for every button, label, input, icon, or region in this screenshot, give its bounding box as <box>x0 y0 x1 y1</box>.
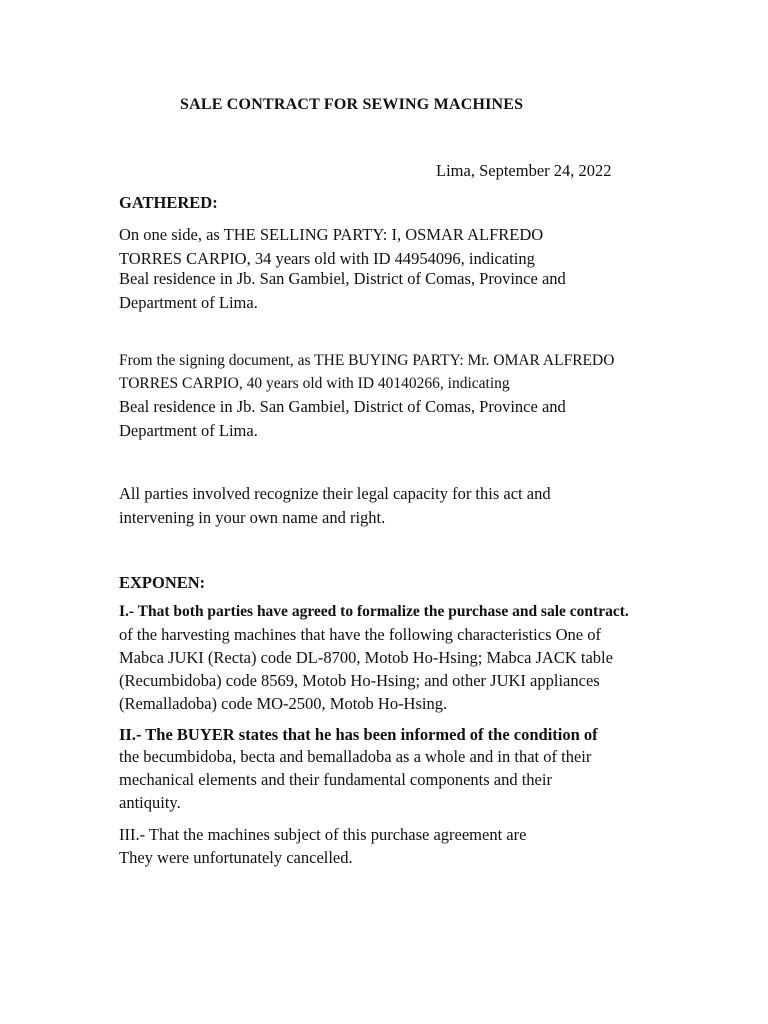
clause-3-line-2: They were unfortunately cancelled. <box>119 848 353 867</box>
gathered-heading: GATHERED: <box>119 193 218 212</box>
seller-line-2: TORRES CARPIO, 34 years old with ID 44954096, indicating <box>119 249 535 268</box>
clause-3-line-1: III.- That the machines subject of this purchase agreement are <box>119 825 527 844</box>
exponen-heading: EXPONEN: <box>119 573 206 592</box>
clause-2-line-1: the becumbidoba, becta and bemalladoba as a whole and in that of their <box>119 747 592 766</box>
clause-2-line-3: antiquity. <box>119 793 181 812</box>
clause-1-line-4: (Remalladoba) code MO-2500, Motob Ho-Hsing. <box>119 694 448 713</box>
date-line: Lima, September 24, 2022 <box>436 161 612 180</box>
seller-line-3: Beal residence in Jb. San Gambiel, District of Comas, Province and <box>119 269 566 288</box>
clause-1-line-1: of the harvesting machines that have the following characteristics One of <box>119 625 601 644</box>
seller-line-4: Department of Lima. <box>119 293 258 312</box>
document-title: SALE CONTRACT FOR SEWING MACHINES <box>180 96 524 113</box>
buyer-line-2: TORRES CARPIO, 40 years old with ID 40140266, indicating <box>119 375 510 392</box>
clause-1-heading: I.- That both parties have agreed to formalize the purchase and sale contract. <box>119 603 629 620</box>
clause-2-line-2: mechanical elements and their fundamental components and their <box>119 770 552 789</box>
clause-2-heading: II.- The BUYER states that he has been informed of the condition of <box>119 725 598 744</box>
seller-line-1: On one side, as THE SELLING PARTY: I, OSMAR ALFREDO <box>119 225 544 244</box>
capacity-line-1: All parties involved recognize their legal capacity for this act and <box>119 484 551 503</box>
clause-1-line-2: Mabca JUKI (Recta) code DL-8700, Motob Ho-Hsing; Mabca JACK table <box>119 648 613 667</box>
capacity-line-2: intervening in your own name and right. <box>119 508 386 527</box>
buyer-line-3: Beal residence in Jb. San Gambiel, District of Comas, Province and <box>119 397 566 416</box>
buyer-line-1: From the signing document, as THE BUYING PARTY: Mr. OMAR ALFREDO <box>119 352 615 369</box>
clause-1-line-3: (Recumbidoba) code 8569, Motob Ho-Hsing; and other JUKI appliances <box>119 671 600 690</box>
buyer-line-4: Department of Lima. <box>119 421 258 440</box>
